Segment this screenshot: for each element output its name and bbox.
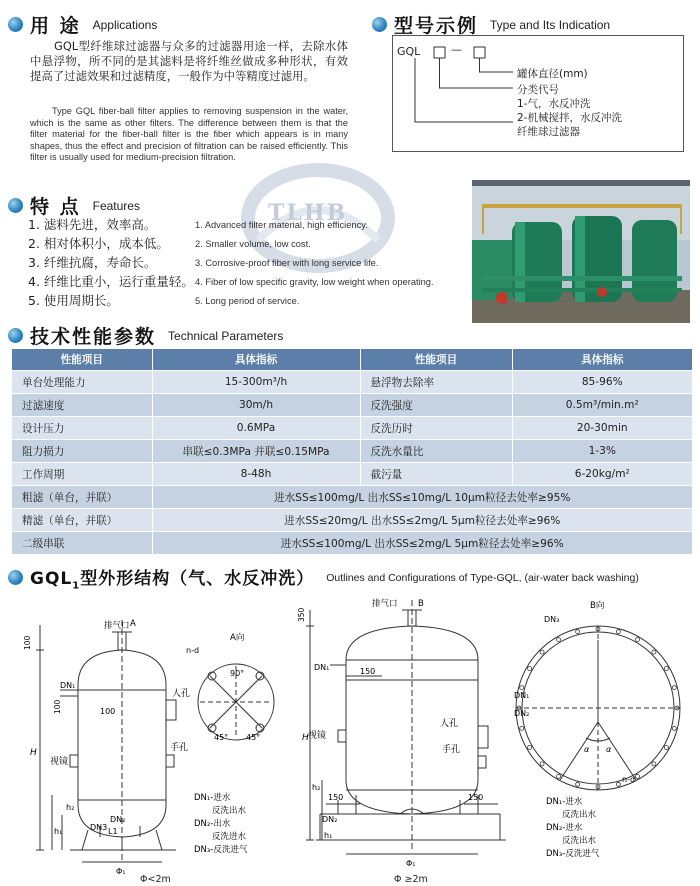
features-title-en: Features [92,198,140,213]
left-h2-label: h₂ [66,803,75,812]
table-cell: 进水SS≤100mg/L 出水SS≤10mg/L 10μm粒径去处率≥95% [152,486,692,509]
flange-bolt-hole [672,686,676,690]
flange-bolt-hole [664,667,668,671]
left-legend-3: DN₂-出水 [194,819,231,829]
applications-header [8,11,157,38]
flange-bolt-hole [540,650,544,654]
table-cell: 精滤（单台，并联） [12,509,152,532]
model-dash: — [451,43,462,56]
flange-bolt-hole [528,667,532,671]
flange-bolt-hole [616,782,620,786]
table-cell: 30m/h [152,394,360,417]
left-l1-label: L1 [108,827,118,836]
left-h-label: H [30,748,37,758]
right-dn2-label: DN₂ [322,815,338,824]
table-cell: 悬浮物去除率 [360,371,512,394]
table-cell: 进水SS≤20mg/L 出水SS≤2mg/L 5μm粒径去处率≥96% [152,509,692,532]
table-cell: 过滤速度 [12,394,152,417]
table-cell: 串联≤0.3MPa 并联≤0.15MPa [152,440,360,463]
left-dim-100a: 100 [23,635,32,650]
params-header [8,322,283,349]
left-angle-45a: 45° [214,733,229,742]
model-line4: 2-机械搅拌，水反冲洗 [517,112,622,124]
left-marker-a: A [130,619,136,629]
right-legend-4: 反洗出水 [562,836,597,846]
table-cell: 反洗水量比 [360,440,512,463]
table-cell: 反洗历时 [360,417,512,440]
table-cell: 85-96% [512,371,692,394]
table-cell: 二级串联 [12,532,152,555]
left-caption: Φ<2m [140,874,171,885]
right-sightglass-label: 视镜 [308,731,327,741]
model-line5: 纤维球过滤器 [517,126,580,138]
bullet-icon [8,570,23,585]
plant-photo [472,180,690,323]
right-nd-label: n-d [622,775,636,784]
feature-zh-item: 3. 纤维抗腐，寿命长。 [28,255,157,270]
right-alpha-2: α [606,745,612,754]
table-row [12,371,692,394]
left-dn1-label: DN₁ [60,681,76,690]
table-cell: 粗滤（单台，并联） [12,486,152,509]
right-caption: Φ ≥2m [394,874,428,885]
feature-en-item: 2. Smaller volume, low cost. [195,239,311,249]
table-cell: 15-300m³/h [152,371,360,394]
flange-bolt-hole [576,782,580,786]
flange-bolt-hole [636,774,640,778]
left-dn2-label: DN₂ [110,815,126,824]
left-legend-5: DN₃-反洗进气 [194,845,248,855]
outline-title-en: Outlines and Configurations of Type-GQL, (air-water back washing) [326,571,639,584]
table-cell: 8-48h [152,463,360,486]
table-cell: 单台处理能力 [12,371,152,394]
table-cell: 设计压力 [12,417,152,440]
flange-bolt-hole [540,762,544,766]
left-legend-1: DN₁-进水 [194,793,231,803]
model-title-zh: 型号示例 [394,15,479,37]
table-cell: 进水SS≤100mg/L 出水SS≤2mg/L 5μm粒径去处率≥96% [152,532,692,555]
bullet-icon [8,198,23,213]
right-legend-2: 反洗出水 [562,810,597,820]
left-dim-100b: 100 [100,707,116,716]
feature-zh-item: 1. 滤料先进，效率高。 [28,217,157,232]
feature-en-item: 3. Corrosive-proof fiber with long service life. [195,258,379,268]
right-legend-3: DN₂-进水 [546,823,583,833]
outline-header [8,564,639,591]
flange-bolt-hole [636,638,640,642]
features-list-en [195,216,434,311]
table-header-row [12,349,692,371]
applications-title-zh: 用 途 [30,15,81,37]
feature-zh-item: 5. 使用周期长。 [28,293,119,308]
applications-para-en: Type GQL fiber-ball filter applies to removing suspension in the water, which is the same as other filters. The difference between them is that the filter material for the fiber-ball filter is the fiber which appears is in many shapes, thus the effect and precision of filtration can be raised efficiently. This filter is usually used for medium-precision filtration. [30,106,348,163]
table-cell: 1-3% [512,440,692,463]
params-title-zh: 技术性能参数 [30,326,157,348]
flange-bolt-hole [652,650,656,654]
model-prefix: GQL [397,45,421,58]
flange-bolt-hole [520,726,524,730]
table-cell: 6-20kg/m² [512,463,692,486]
feature-en-item: 1. Advanced filter material, high efficiency. [195,220,368,230]
features-title-zh: 特 点 [30,196,81,218]
right-h-label: H [302,733,309,743]
right-alpha-1: α [584,745,590,754]
applications-para-zh: GQL型纤维球过滤器与众多的过滤器用途一样，去除水体中悬浮物，所不同的是其滤料是将纤维丝做成多种形状，有效提高了过滤效果和过滤精度，一般作为中等精度过滤用。 [30,39,348,83]
feature-en-item: 4. Fiber of low specific gravity, low weight when operating. [195,277,434,287]
table-cell: 工作周期 [12,463,152,486]
left-phi1-label: Φ₁ [116,867,126,876]
table-cell: 20-30min [512,417,692,440]
right-dn3-top-label: DN₃ [544,615,560,624]
table-cell: 0.6MPa [152,417,360,440]
table-cell: 截污量 [360,463,512,486]
table-row [12,394,692,417]
left-legend-4: 反洗进水 [212,832,247,842]
right-dn1-label: DN₁ [314,663,330,672]
right-dim-150a: 150 [360,667,376,676]
right-exhaust-label: 排气口 [372,599,398,609]
plant-photo-image [472,180,690,323]
flange-bolt-hole [520,686,524,690]
table-header-cell: 性能项目 [12,349,152,371]
flange-bolt-hole [557,774,561,778]
left-vessel-drawing [0,590,310,886]
bullet-icon [372,17,387,32]
left-sightglass-label: 视镜 [50,757,69,767]
left-h1-label: h₁ [54,827,63,836]
leader-line-3 [415,58,513,122]
right-vessel-drawing [297,590,700,870]
features-list-zh [28,215,194,310]
params-table [12,349,692,555]
table-header-cell: 性能项目 [360,349,512,371]
table-cell: 阻力损力 [12,440,152,463]
feature-zh-item: 2. 相对体积小，成本低。 [28,236,169,251]
right-h1-label: h₁ [324,831,333,840]
left-legend-2: 反洗出水 [212,806,247,816]
flange-bolt-hole [672,726,676,730]
left-manhole-label: 人孔 [172,689,191,699]
outline-title-zh: $GQL_1$型外形结构（气、水反冲洗） [30,569,315,592]
feature-en-item: 5. Long period of service. [195,296,300,306]
right-handhole-label: 手孔 [442,745,461,755]
applications-title-en: Applications [92,17,158,32]
flange-bolt-hole [576,630,580,634]
model-box-2 [474,47,485,58]
right-h2-label: h₂ [312,783,321,792]
model-title-en: Type and Its Indication [490,17,611,32]
bullet-icon [8,17,23,32]
right-dn2-view-label: DN₂ [514,709,530,718]
right-dim-150c: 150 [468,793,484,802]
table-row [12,532,692,555]
leader-line-2 [440,58,514,88]
left-dn3-label: DN3 [90,823,108,832]
flange-bolt-hole [616,630,620,634]
left-handhole-label: 手孔 [170,743,189,753]
right-dn1-view-label: DN₁ [514,691,530,700]
model-line1: 罐体直径(mm) [517,68,588,80]
table-header-cell: 具体指标 [152,349,360,371]
model-header [372,11,610,38]
flange-bolt-hole [557,638,561,642]
left-view-a: A向 [230,633,245,643]
model-line3: 1-气，水反冲洗 [517,98,591,110]
bullet-icon [8,328,23,343]
table-row [12,463,692,486]
table-cell: 反洗强度 [360,394,512,417]
right-legend-1: DN₁-进水 [546,797,583,807]
model-box-1 [434,47,445,58]
params-title-en: Technical Parameters [168,328,284,343]
leader-line-1 [480,58,514,72]
left-exhaust-label: 排气口 [104,621,130,631]
right-dim-150b: 150 [328,793,344,802]
table-cell: 0.5m³/min.m² [512,394,692,417]
watermark-text: TLHB [268,200,348,226]
left-angle-90: 90° [230,669,245,678]
right-dim-350: 350 [297,607,306,622]
flange-bolt-hole [528,746,532,750]
flange-bolt-hole [652,762,656,766]
flange-bolt-hole [664,746,668,750]
left-nd-label: n-d [186,646,200,655]
right-legend-5: DN₃-反洗进气 [546,849,600,859]
left-angle-45b: 45° [246,733,261,742]
table-row [12,509,692,532]
right-manhole-label: 人孔 [440,719,459,729]
left-dim-100c: 100 [53,699,62,714]
table-row [12,486,692,509]
model-box [392,35,684,152]
feature-zh-item: 4. 纤维比重小，运行重量轻。 [28,274,194,289]
right-marker-b: B [418,599,424,609]
right-view-b: B向 [590,601,605,611]
table-row [12,417,692,440]
model-line2: 分类代号 [517,84,559,96]
table-row [12,440,692,463]
right-phi1-label: Φ₁ [406,859,416,868]
table-header-cell: 具体指标 [512,349,692,371]
